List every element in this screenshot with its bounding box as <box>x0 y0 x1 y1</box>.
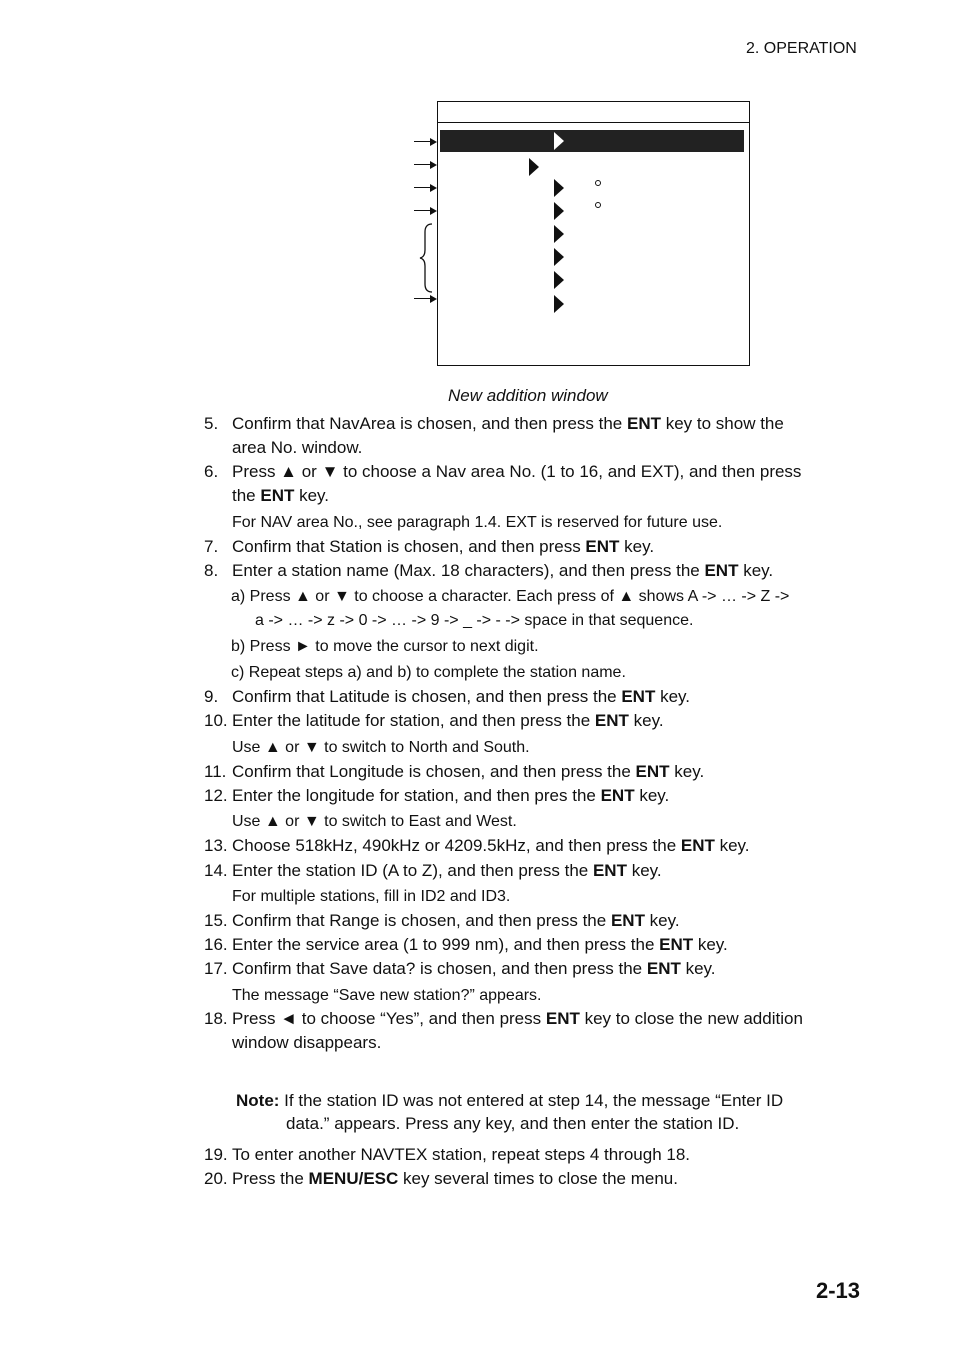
step-text: Enter the longitude for station, and then pres the <box>232 786 601 805</box>
step-text: key to close the new addition <box>579 1009 803 1028</box>
step-number: 12. <box>204 786 228 805</box>
step-17-note: The message “Save new station?” appears. <box>232 987 542 1004</box>
key-name: ENT <box>704 561 739 580</box>
step-text: key. <box>634 786 670 805</box>
note-text: If the station ID was not entered at step 14, the message “Enter ID <box>279 1091 784 1110</box>
step-text: Confirm that Range is chosen, and then press the <box>232 911 611 930</box>
step-8c: c) Repeat steps a) and b) to complete the station name. <box>231 664 626 681</box>
key-name: ENT <box>585 537 620 556</box>
step-text: key. <box>626 861 662 880</box>
step-text: area No. window. <box>232 438 363 457</box>
triangle-right-icon <box>554 295 564 313</box>
key-name: ENT <box>594 711 629 730</box>
step-text: Enter the service area (1 to 999 nm), and then press the <box>232 935 660 954</box>
triangle-right-icon <box>554 132 564 150</box>
callout-arrowhead <box>430 295 437 303</box>
step-text: key. <box>738 561 774 580</box>
step-text: key. <box>644 911 680 930</box>
step-text: key. <box>619 537 655 556</box>
triangle-right-icon <box>554 225 564 243</box>
callout-arrowhead <box>430 184 437 192</box>
key-name: ENT <box>659 935 694 954</box>
step-number: 18. <box>204 1009 228 1028</box>
step-number: 15. <box>204 911 228 930</box>
callout-arrow <box>414 298 431 299</box>
step-10-note: Use ▲ or ▼ to switch to North and South. <box>232 739 530 756</box>
triangle-right-icon <box>554 179 564 197</box>
step-text: Enter the latitude for station, and then press the <box>232 711 595 730</box>
step-text: key. <box>693 935 728 954</box>
step-text: key. <box>669 762 705 781</box>
step-number: 14. <box>204 861 228 880</box>
callout-arrowhead <box>430 207 437 215</box>
figure-caption: New addition window <box>448 386 608 405</box>
step-text: Press ◄ to choose “Yes”, and then press <box>232 1009 546 1028</box>
step-number: 10. <box>204 711 228 730</box>
step-text: key. <box>680 959 716 978</box>
step-text: key. <box>714 836 750 855</box>
callout-arrowhead <box>430 138 437 146</box>
step-text: key. <box>294 486 329 505</box>
callout-arrow <box>414 210 431 211</box>
callout-arrow <box>414 187 431 188</box>
key-name: ENT <box>545 1009 580 1028</box>
window-titlebar-divider <box>438 122 749 123</box>
selected-row-highlight <box>440 130 744 152</box>
step-text: Confirm that Station is chosen, and then press <box>232 537 586 556</box>
triangle-right-icon <box>554 271 564 289</box>
step-text: key to show the <box>660 414 784 433</box>
step-text: Enter a station name (Max. 18 characters), and then press the <box>232 561 705 580</box>
key-name: ENT <box>592 861 627 880</box>
step-text: Confirm that Latitude is chosen, and then press the <box>232 687 622 706</box>
callout-arrowhead <box>430 161 437 169</box>
step-text: Press ▲ or ▼ to choose a Nav area No. (1 to 16, and EXT), and then press <box>232 462 802 481</box>
triangle-right-icon <box>554 248 564 266</box>
step-text: Press the <box>232 1169 309 1188</box>
triangle-right-icon <box>529 158 539 176</box>
step-number: 11. <box>204 762 227 781</box>
step-text: To enter another NAVTEX station, repeat steps 4 through 18. <box>232 1145 691 1164</box>
step-number: 13. <box>204 836 228 855</box>
step-text: key. <box>628 711 664 730</box>
note-block-line2: data.” appears. Press any key, and then enter the station ID. <box>286 1114 740 1133</box>
step-14-note: For multiple stations, fill in ID2 and ID3. <box>232 888 511 905</box>
step-number: 5. <box>204 414 219 433</box>
callout-arrow <box>414 141 431 142</box>
step-8a-line2: a -> … -> z -> 0 -> … -> 9 -> _ -> - -> space in that sequence. <box>255 612 694 629</box>
key-name: ENT <box>646 959 681 978</box>
key-name: ENT <box>635 762 670 781</box>
step-number: 6. <box>204 462 219 481</box>
section-header: 2. OPERATION <box>746 40 857 57</box>
key-name: ENT <box>626 414 661 433</box>
step-number: 16. <box>204 935 228 954</box>
step-number: 20. <box>204 1169 228 1188</box>
note-block <box>236 1089 856 1113</box>
step-text: Choose 518kHz, 490kHz or 4209.5kHz, and then press the <box>232 836 681 855</box>
key-name: MENU/ESC <box>308 1169 399 1188</box>
key-name: ENT <box>621 687 656 706</box>
key-name: ENT <box>680 836 715 855</box>
key-name: ENT <box>610 911 645 930</box>
step-text: key. <box>655 687 690 706</box>
key-name: ENT <box>260 486 295 505</box>
step-text: window disappears. <box>232 1033 382 1052</box>
step-8b: b) Press ► to move the cursor to next digit. <box>231 638 539 655</box>
page-number: 2-13 <box>816 1278 861 1303</box>
step-text: Confirm that Save data? is chosen, and then press the <box>232 959 647 978</box>
step-number: 19. <box>204 1145 228 1164</box>
step-text: Enter the station ID (A to Z), and then press the <box>232 861 593 880</box>
step-8a-line1: a) Press ▲ or ▼ to choose a character. Each press of ▲ shows A -> … -> Z -> <box>231 588 790 605</box>
window-frame <box>437 101 750 366</box>
callout-arrow <box>414 164 431 165</box>
step-number: 7. <box>204 537 219 556</box>
step-number: 9. <box>204 687 219 706</box>
degree-icon <box>595 202 601 208</box>
step-text: the <box>232 486 261 505</box>
key-name: ENT <box>600 786 635 805</box>
step-12-note: Use ▲ or ▼ to switch to East and West. <box>232 813 517 830</box>
step-6-note: For NAV area No., see paragraph 1.4. EXT is reserved for future use. <box>232 514 723 531</box>
step-number: 8. <box>204 561 219 580</box>
step-text: Confirm that NavArea is chosen, and then press the <box>232 414 627 433</box>
triangle-right-icon <box>554 202 564 220</box>
degree-icon <box>595 180 601 186</box>
note-label: Note: <box>236 1091 280 1110</box>
step-text: key several times to close the menu. <box>398 1169 678 1188</box>
step-text: Confirm that Longitude is chosen, and then press the <box>232 762 636 781</box>
step-number: 17. <box>204 959 228 978</box>
